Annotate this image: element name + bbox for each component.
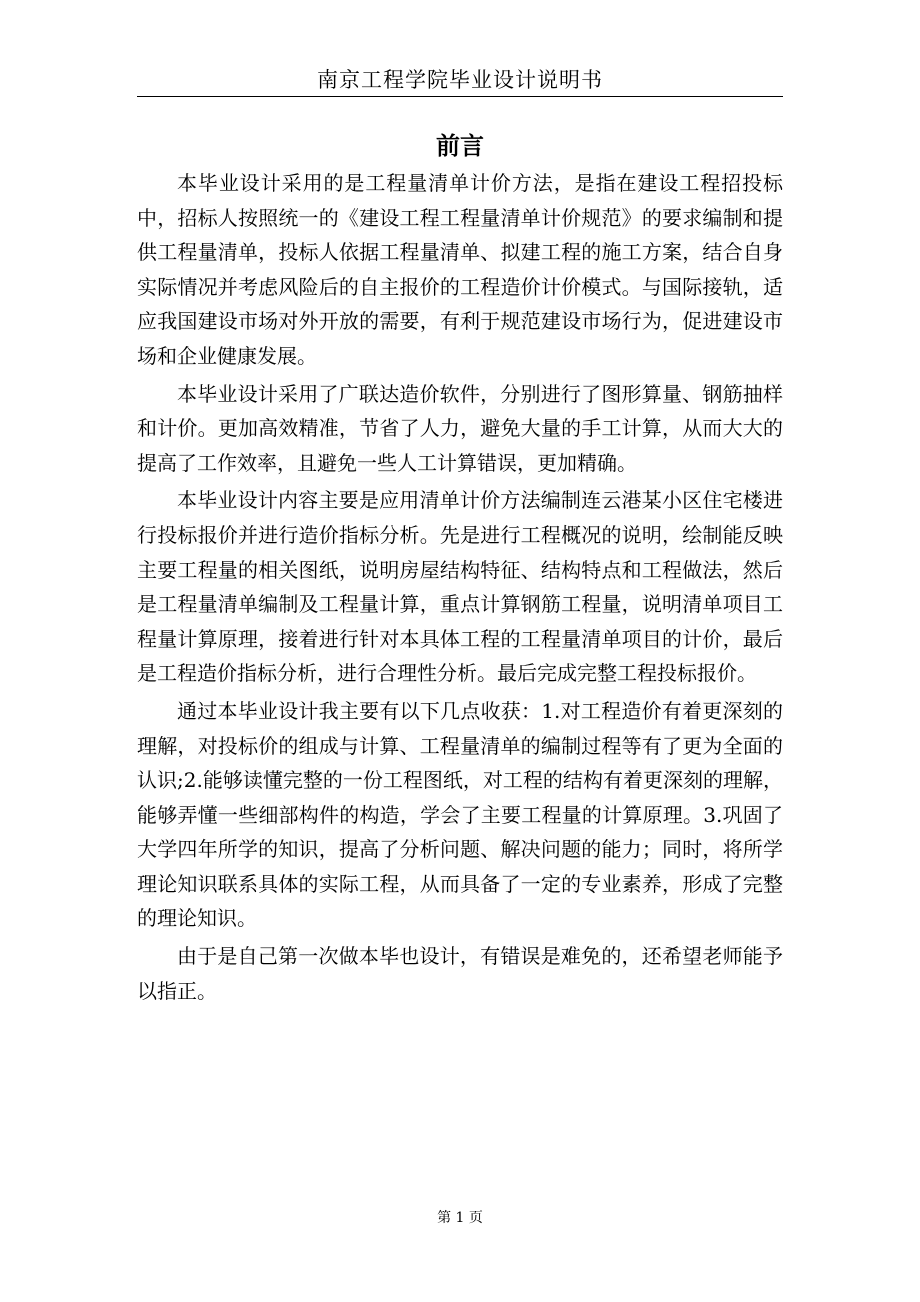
paragraph-2: 本毕业设计采用了广联达造价软件，分别进行了图形算量、钢筋抽样和计价。更加高效精准，节省了人力，避免大量的手工计算，从而大大的提高了工作效率，且避免一些人工计算错误，更加精确。 (137, 381, 783, 475)
paragraph-5: 由于是自己第一次做本毕也设计，有错误是难免的，还希望老师能予以指正。 (137, 944, 783, 1003)
running-header-title: 南京工程学院毕业设计说明书 (317, 68, 603, 92)
document-body (137, 166, 783, 1011)
paragraph-4: 通过本毕业设计我主要有以下几点收获：1.对工程造价有着更深刻的理解，对投标价的组成与计算、工程量清单的编制过程等有了更为全面的认识;2.能够读懂完整的一份工程图纸，对工程的结构有着更深刻的理解，能够弄懂一些细部构件的构造，学会了主要工程量的计算原理。3.巩固了大学四年所学的知识，提高了分析问题、解决问题的能力；同时，将所学理论知识联系具体的实际工程，从而具备了一定的专业素养，形成了完整的理论知识。 (137, 698, 783, 931)
paragraph-3: 本毕业设计内容主要是应用清单计价方法编制连云港某小区住宅楼进行投标报价并进行造价指标分析。先是进行工程概况的说明，绘制能反映主要工程量的相关图纸，说明房屋结构特征、结构特点和工程做法，然后是工程量清单编制及工程量计算，重点计算钢筋工程量，说明清单项目工程量计算原理，接着进行针对本具体工程的工程量清单项目的计价，最后是工程造价指标分析，进行合理性分析。最后完成完整工程投标报价。 (137, 488, 783, 686)
page-number: 第 1 页 (437, 1210, 483, 1226)
page-title: 前言 (436, 132, 484, 160)
paragraph-1: 本毕业设计采用的是工程量清单计价方法，是指在建设工程招投标中，招标人按照统一的《建设工程工程量清单计价规范》的要求编制和提供工程量清单，投标人依据工程量清单、拟建工程的施工方案，结合自身实际情况并考虑风险后的自主报价的工程造价计价模式。与国际接轨，适应我国建设市场对外开放的需要，有利于规范建设市场行为，促进建设市场和企业健康发展。 (137, 171, 783, 368)
header-divider (137, 96, 783, 97)
